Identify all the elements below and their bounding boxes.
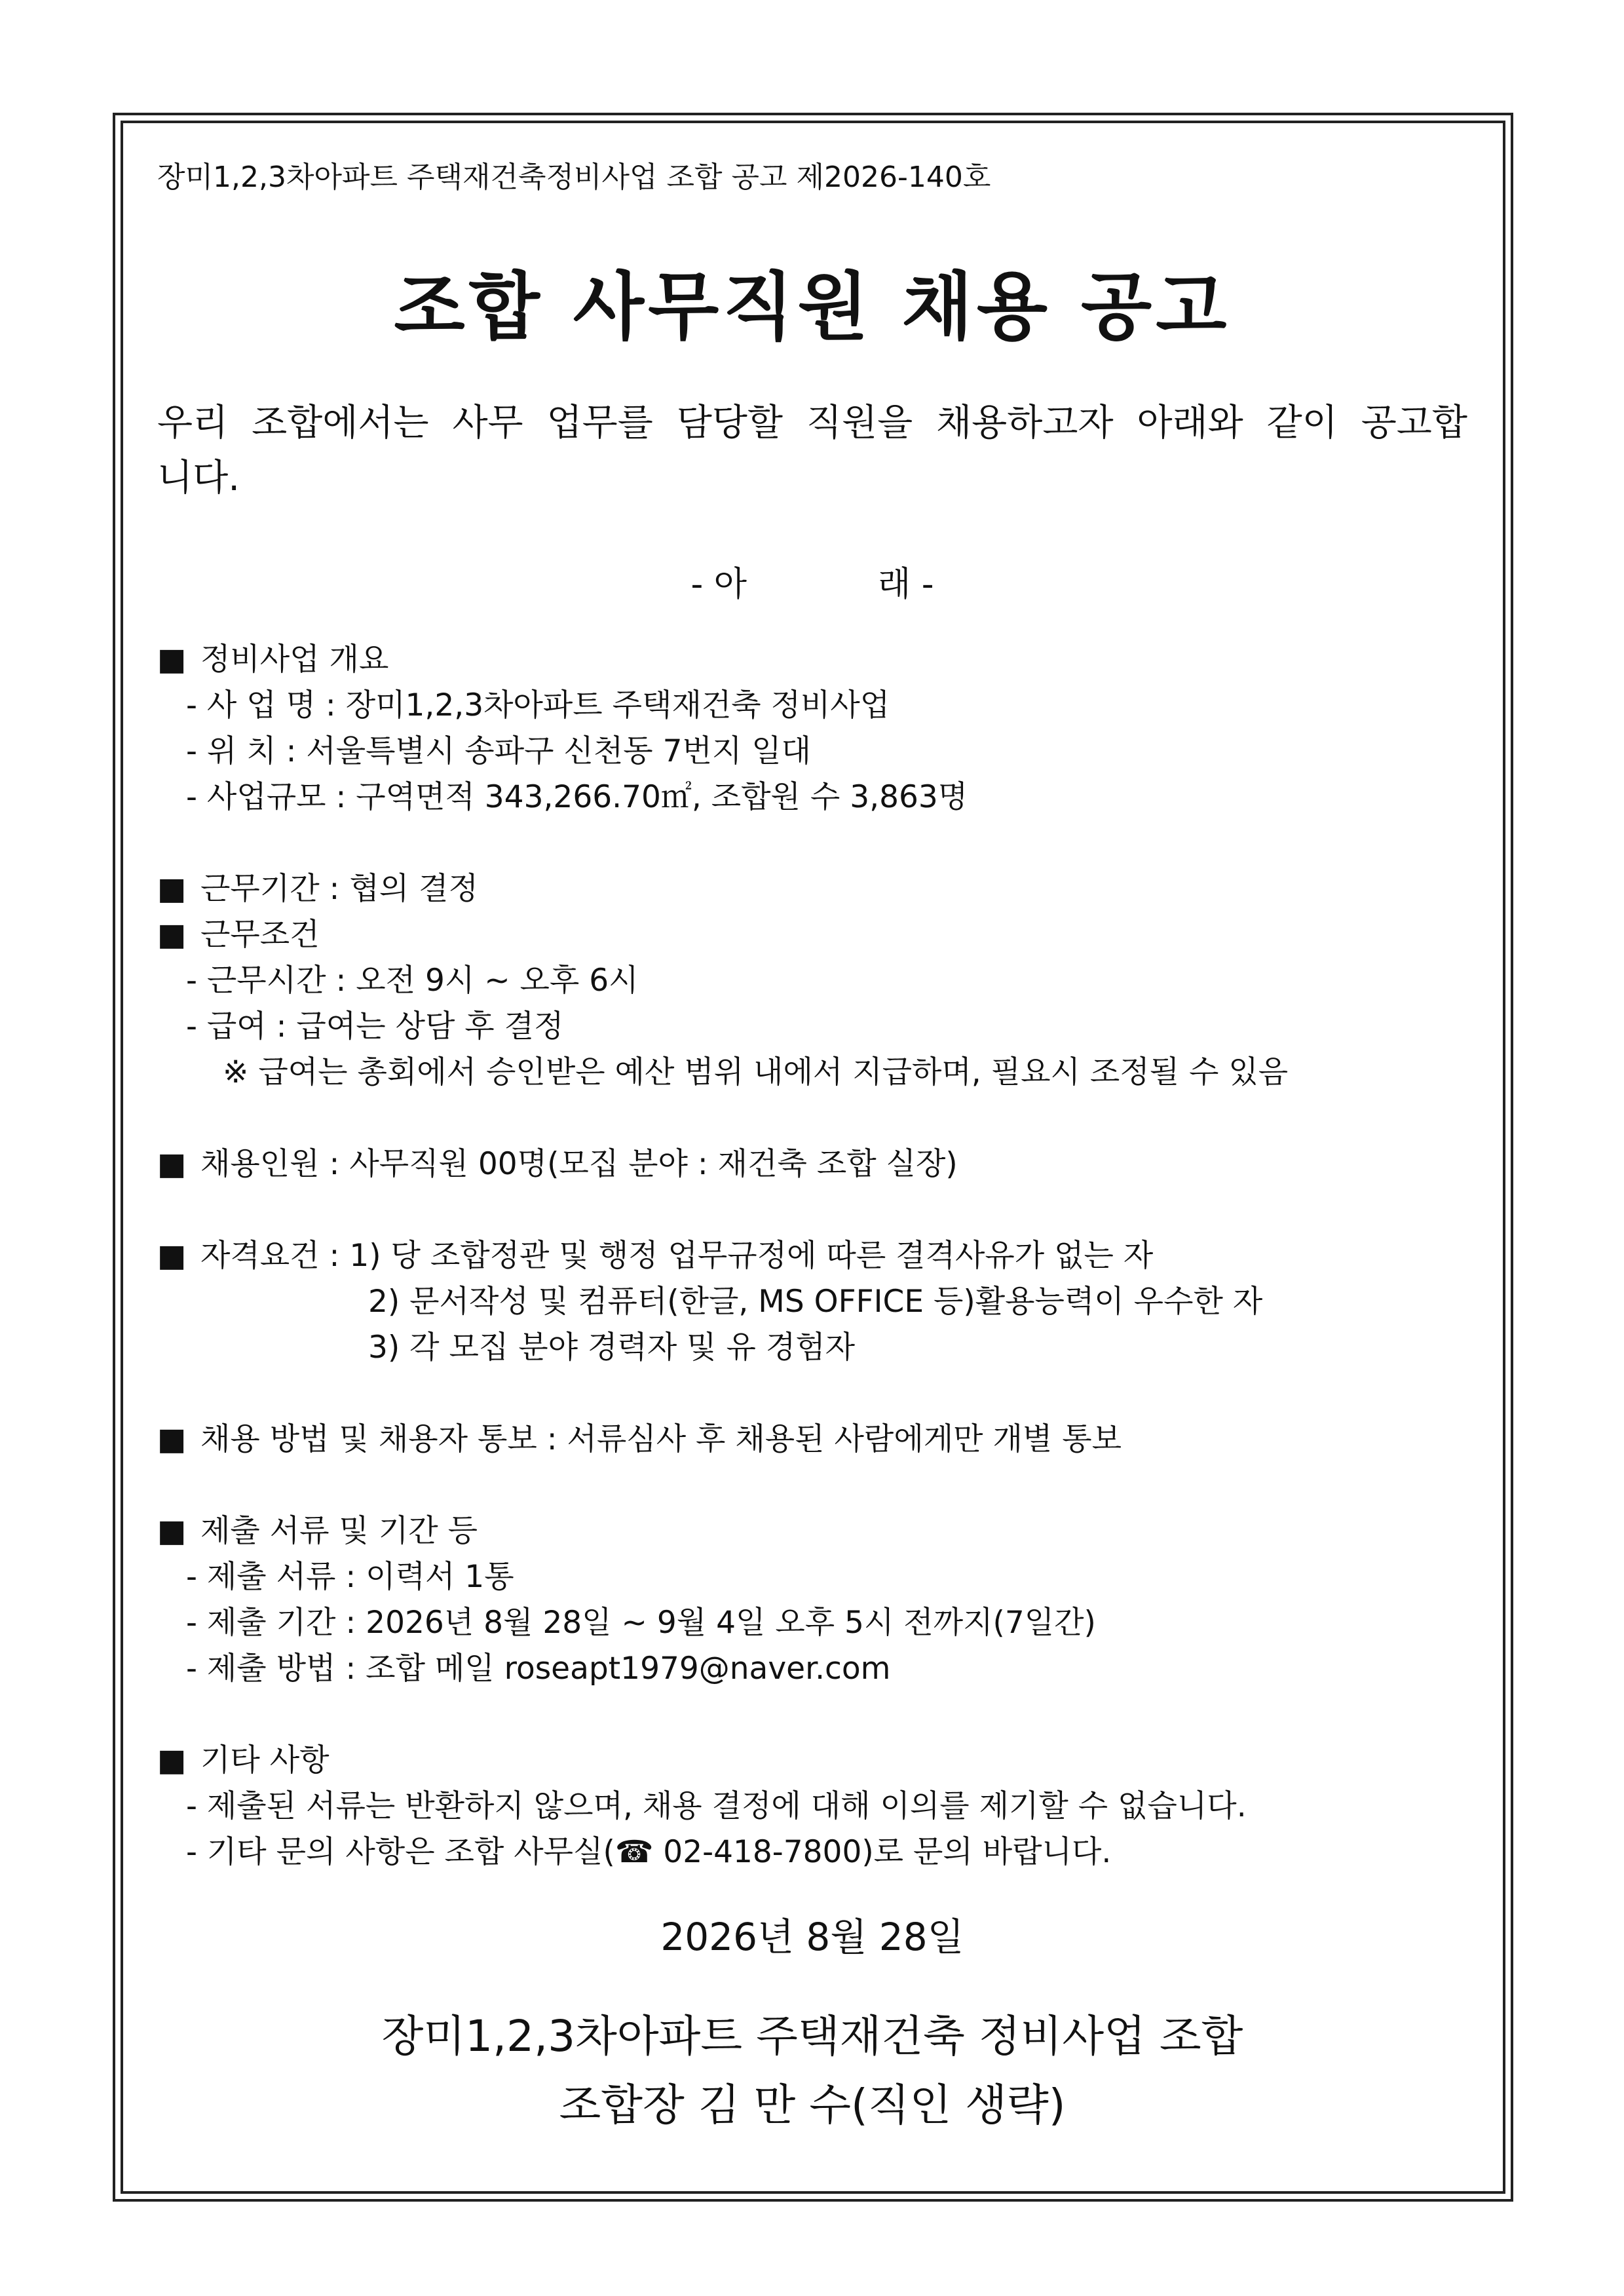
qualification-3: 3) 각 모집 분야 경력자 및 유 경험자 <box>368 1330 856 1366</box>
submission-method: - 제출 방법 : 조합 메일 roseapt1979@naver.com <box>186 1651 891 1687</box>
section-hiring-method: ■ 채용 방법 및 채용자 통보 : 서류심사 후 채용된 사람에게만 개별 통보 <box>157 1421 1122 1457</box>
conditions-salary-note: ※ 급여는 총회에서 승인받은 예산 범위 내에서 지급하며, 필요시 조정될 수 있음 <box>223 1054 1289 1090</box>
submission-documents: - 제출 서류 : 이력서 1통 <box>186 1559 514 1595</box>
conditions-salary: - 급여 : 급여는 상담 후 결정 <box>186 1008 564 1044</box>
conditions-hours: - 근무시간 : 오전 9시 ~ 오후 6시 <box>186 963 639 999</box>
submission-deadline: - 제출 기간 : 2026년 8월 28일 ~ 9월 4일 오후 5시 전까지(7일간) <box>186 1605 1096 1641</box>
etc-item-2: - 기타 문의 사항은 조합 사무실(☎ 02-418-7800)로 문의 바랍니다. <box>186 1834 1112 1870</box>
section-qualifications: ■ 자격요건 : 1) 당 조합정관 및 행정 업무규정에 따른 결격사유가 없는 자 <box>157 1238 1154 1274</box>
qualification-2: 2) 문서작성 및 컴퓨터(한글, MS OFFICE 등)활용능력이 우수한 자 <box>368 1284 1263 1320</box>
bullet-square-icon: ■ <box>157 1146 187 1182</box>
section-submission: ■ 제출 서류 및 기간 등 <box>157 1513 478 1549</box>
notice-date: 2026년 8월 28일 <box>660 1915 964 1959</box>
section-work-period: ■ 근무기간 : 협의 결정 <box>157 871 478 907</box>
signature-line: 조합장 김 만 수(직인 생략) <box>559 2080 1066 2130</box>
bullet-square-icon: ■ <box>157 1513 187 1549</box>
section-work-conditions: ■ 근무조건 <box>157 917 320 953</box>
bullet-square-icon: ■ <box>157 1238 187 1274</box>
section-etc: ■ 기타 사항 <box>157 1742 330 1778</box>
page-title: 조합 사무직원 채용 공고 <box>394 265 1231 350</box>
organization-name: 장미1,2,3차아파트 주택재건축 정비사업 조합 <box>381 2011 1243 2061</box>
bullet-square-icon: ■ <box>157 1742 187 1778</box>
below-heading-left: - 아 <box>690 565 747 604</box>
notice-number: 장미1,2,3차아파트 주택재건축정비사업 조합 공고 제2026-140호 <box>157 161 991 194</box>
overview-scale: - 사업규모 : 구역면적 343,266.70㎡, 조합원 수 3,863명 <box>186 779 968 815</box>
overview-project-name: - 사 업 명 : 장미1,2,3차아파트 주택재건축 정비사업 <box>186 687 890 723</box>
section-headcount: ■ 채용인원 : 사무직원 00명(모집 분야 : 재건축 조합 실장) <box>157 1146 958 1182</box>
bullet-square-icon: ■ <box>157 641 187 678</box>
overview-location: - 위 치 : 서울특별시 송파구 신천동 7번지 일대 <box>186 733 812 769</box>
bullet-square-icon: ■ <box>157 917 187 953</box>
below-heading <box>157 556 1467 605</box>
section-overview: ■ 정비사업 개요 <box>157 641 389 678</box>
below-heading-right: 래 - <box>878 565 934 604</box>
bullet-square-icon: ■ <box>157 1421 187 1457</box>
etc-item-1: - 제출된 서류는 반환하지 않으며, 채용 결정에 대해 이의를 제기할 수 없습니다. <box>186 1788 1247 1824</box>
bullet-square-icon: ■ <box>157 871 187 907</box>
intro-paragraph: 우리 조합에서는 사무 업무를 담당할 직원을 채용하고자 아래와 같이 공고합니다. <box>157 402 1467 499</box>
